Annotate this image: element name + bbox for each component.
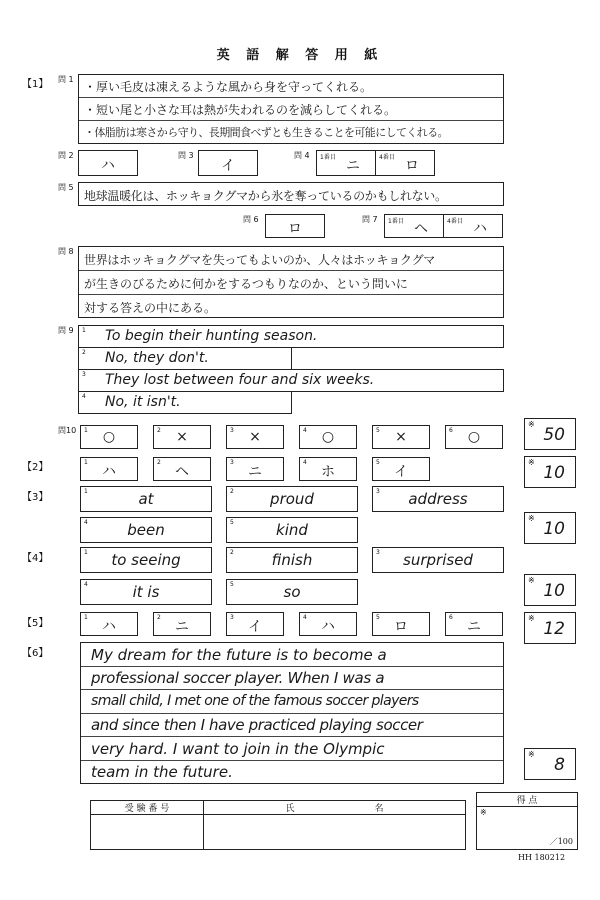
s2-answer-4: ホ [321, 464, 335, 480]
q10-box-6[interactable] [445, 425, 503, 449]
total-star: ※ [480, 808, 487, 817]
q2-answer: ハ [101, 158, 115, 174]
q4-first-box[interactable] [316, 150, 376, 176]
s4-num-5: 5 [230, 581, 234, 588]
s6-line-5: very hard. I want to join in the Olympic [91, 740, 385, 758]
name-label-2: 名 [374, 804, 384, 814]
score-3: 10 [543, 519, 565, 539]
s4-answer-4: it is [132, 583, 160, 601]
s3-answer-2: proud [270, 490, 314, 508]
q10-box-5[interactable] [372, 425, 430, 449]
q9-answer-4: No, it isn't. [105, 394, 181, 410]
q9-answer-2-box[interactable] [78, 347, 292, 370]
score-star-3: ※ [528, 514, 535, 523]
s6-answer-box[interactable] [80, 642, 504, 784]
q8-line-1: 世界はホッキョクグマを失ってもよいのか、人々はホッキョクグマ [84, 253, 436, 267]
s2-box-1[interactable] [80, 457, 138, 481]
q8-line-3: 対する答えの中にある。 [84, 301, 217, 315]
section-3-label: 【3】 [22, 492, 49, 503]
s3-box-5[interactable] [226, 517, 358, 543]
score-box-2[interactable] [524, 456, 576, 488]
q10-answer-3: × [249, 429, 261, 445]
q9-answer-3: They lost between four and six weeks. [105, 372, 375, 388]
form-code: HH 180212 [518, 853, 566, 862]
score-box-1[interactable] [524, 418, 576, 450]
q3-answer-box[interactable] [198, 150, 258, 176]
q7-fourth-label: 4番目 [447, 218, 463, 225]
s5-answer-5: ロ [394, 619, 408, 635]
score-star-1: ※ [528, 420, 535, 429]
q10-box-3[interactable] [226, 425, 284, 449]
total-score-table [476, 792, 578, 850]
q10-num-1: 1 [84, 427, 88, 434]
q5-answer: 地球温暖化は、ホッキョクグマから氷を奪っているのかもしれない。 [84, 189, 447, 203]
q10-num-2: 2 [157, 427, 161, 434]
s3-num-5: 5 [230, 519, 234, 526]
q10-answer-2: × [176, 429, 188, 445]
q10-box-2[interactable] [153, 425, 211, 449]
q7-label: 問 7 [362, 215, 378, 224]
s2-num-1: 1 [84, 459, 88, 466]
s4-box-3[interactable] [372, 547, 504, 573]
q10-box-4[interactable] [299, 425, 357, 449]
s3-answer-5: kind [276, 521, 308, 539]
q5-label: 問 5 [58, 183, 74, 192]
q4-first-answer: ニ [346, 158, 360, 174]
s5-box-4[interactable] [299, 612, 357, 636]
q1-line-1: ・厚い毛皮は凍えるような風から身を守ってくれる。 [84, 80, 373, 94]
q9-answer-2: No, they don't. [105, 350, 209, 366]
exam-number-label: 受 験 番 号 [91, 801, 204, 815]
s5-num-2: 2 [157, 614, 161, 621]
q6-answer-box[interactable] [265, 214, 325, 238]
q8-line-2: が生きのびるために何かをするつもりなのか、という問いに [84, 277, 408, 291]
s5-answer-3: イ [248, 619, 262, 635]
q3-label: 問 3 [178, 151, 194, 160]
s5-box-3[interactable] [226, 612, 284, 636]
score-star-6: ※ [528, 750, 535, 759]
s4-box-1[interactable] [80, 547, 212, 573]
s4-answer-5: so [283, 583, 301, 601]
s4-answer-3: surprised [403, 551, 473, 569]
score-star-4: ※ [528, 576, 535, 585]
score-star-5: ※ [528, 614, 535, 623]
score-box-6[interactable] [524, 748, 576, 780]
section-2-label: 【2】 [22, 462, 49, 473]
q10-label: 問10 [58, 426, 77, 435]
s2-answer-2: ヘ [175, 464, 189, 480]
q8-label: 問 8 [58, 247, 74, 256]
total-label: 得 点 [477, 793, 578, 807]
s4-box-4[interactable] [80, 579, 212, 605]
s5-num-3: 3 [230, 614, 234, 621]
q9-num-4: 4 [82, 393, 86, 400]
q6-label: 問 6 [243, 215, 259, 224]
s4-box-5[interactable] [226, 579, 358, 605]
s3-num-3: 3 [376, 488, 380, 495]
s2-box-4[interactable] [299, 457, 357, 481]
s2-answer-1: ハ [102, 464, 116, 480]
s3-answer-4: been [127, 521, 165, 539]
q10-num-5: 5 [376, 427, 380, 434]
s5-answer-6: ニ [467, 619, 481, 635]
s3-num-4: 4 [84, 519, 88, 526]
q10-num-3: 3 [230, 427, 234, 434]
s5-box-6[interactable] [445, 612, 503, 636]
q4-fourth-box[interactable] [375, 150, 435, 176]
student-info-table [90, 800, 466, 850]
q10-answer-1: ○ [102, 429, 116, 445]
q10-answer-6: ○ [467, 429, 481, 445]
s4-num-4: 4 [84, 581, 88, 588]
q9-answer-1: To begin their hunting season. [105, 328, 318, 344]
q9-answer-3-box[interactable] [78, 369, 504, 392]
s4-num-2: 2 [230, 549, 234, 556]
q3-answer: イ [221, 158, 235, 174]
s5-box-2[interactable] [153, 612, 211, 636]
s3-box-1[interactable] [80, 486, 212, 512]
q9-answer-4-box[interactable] [78, 391, 292, 414]
s5-num-6: 6 [449, 614, 453, 621]
q1-answer-box[interactable] [78, 74, 504, 144]
score-1: 50 [543, 425, 565, 445]
score-box-3[interactable] [524, 512, 576, 544]
s2-num-5: 5 [376, 459, 380, 466]
s5-num-1: 1 [84, 614, 88, 621]
s5-answer-4: ハ [321, 619, 335, 635]
s6-line-3: small child, I met one of the famous soccer players [91, 693, 419, 709]
q10-answer-4: ○ [321, 429, 335, 445]
score-4: 10 [543, 581, 565, 601]
s6-line-4: and since then I have practiced playing soccer [91, 716, 423, 734]
page-title: 英 語 解 答 用 紙 [216, 48, 384, 63]
s3-box-4[interactable] [80, 517, 212, 543]
q4-first-label: 1番目 [320, 154, 336, 161]
q1-label: 問 1 [58, 75, 74, 84]
q9-answer-1-box[interactable] [78, 325, 504, 348]
s4-num-3: 3 [376, 549, 380, 556]
q1-line-2: ・短い尾と小さな耳は熱が失われるのを減らしてくれる。 [84, 103, 397, 117]
q4-fourth-answer: ロ [405, 158, 419, 174]
s6-line-6: team in the future. [91, 763, 233, 781]
s4-box-2[interactable] [226, 547, 358, 573]
s3-box-2[interactable] [226, 486, 358, 512]
s2-answer-3: ニ [248, 464, 262, 480]
s2-box-2[interactable] [153, 457, 211, 481]
score-box-5[interactable] [524, 612, 576, 644]
q9-label: 問 9 [58, 326, 74, 335]
q4-fourth-label: 4番目 [379, 154, 395, 161]
s4-num-1: 1 [84, 549, 88, 556]
q10-box-1[interactable] [80, 425, 138, 449]
score-2: 10 [543, 463, 565, 483]
s5-num-5: 5 [376, 614, 380, 621]
score-star-2: ※ [528, 458, 535, 467]
s2-num-3: 3 [230, 459, 234, 466]
s5-box-1[interactable] [80, 612, 138, 636]
q4-label: 問 4 [294, 151, 310, 160]
name-field[interactable] [204, 815, 466, 850]
s4-answer-1: to seeing [111, 551, 181, 569]
q7-first-answer: ヘ [414, 221, 428, 237]
s3-answer-3: address [408, 490, 468, 508]
q7-first-box[interactable] [384, 214, 444, 238]
s3-box-3[interactable] [372, 486, 504, 512]
score-5: 12 [543, 619, 565, 639]
total-field[interactable] [477, 807, 578, 850]
q6-answer: ロ [288, 221, 302, 237]
q10-num-4: 4 [303, 427, 307, 434]
q7-fourth-answer: ハ [473, 221, 487, 237]
name-label-1: 氏 [285, 804, 295, 814]
s3-answer-1: at [138, 490, 154, 508]
q8-answer-box[interactable] [78, 246, 504, 318]
section-5-label: 【5】 [22, 618, 49, 629]
score-box-4[interactable] [524, 574, 576, 606]
s4-answer-2: finish [271, 551, 313, 569]
score-6: 8 [554, 755, 565, 775]
s2-num-4: 4 [303, 459, 307, 466]
q7-first-label: 1番目 [388, 218, 404, 225]
s2-answer-5: イ [394, 464, 408, 480]
q2-answer-box[interactable] [78, 150, 138, 176]
q10-answer-5: × [395, 429, 407, 445]
s5-num-4: 4 [303, 614, 307, 621]
section-6-label: 【6】 [22, 648, 49, 659]
q9-num-3: 3 [82, 371, 86, 378]
s5-answer-1: ハ [102, 619, 116, 635]
q9-num-1: 1 [82, 327, 86, 334]
q5-answer-box[interactable] [78, 182, 504, 206]
s2-num-2: 2 [157, 459, 161, 466]
q1-line-3: ・体脂肪は寒さから守り、長期間食べずとも生きることを可能にしてくれる。 [84, 126, 448, 139]
q9-num-2: 2 [82, 349, 86, 356]
section-4-label: 【4】 [22, 553, 49, 564]
s3-num-2: 2 [230, 488, 234, 495]
q2-label: 問 2 [58, 151, 74, 160]
total-max: ／100 [549, 837, 573, 846]
q7-fourth-box[interactable] [443, 214, 503, 238]
s6-line-2: professional soccer player. When I was a [91, 669, 385, 687]
s2-box-5[interactable] [372, 457, 430, 481]
s3-num-1: 1 [84, 488, 88, 495]
s6-line-1: My dream for the future is to become a [91, 646, 387, 664]
s2-box-3[interactable] [226, 457, 284, 481]
name-label [204, 801, 466, 815]
s5-answer-2: ニ [175, 619, 189, 635]
exam-number-field[interactable] [91, 815, 204, 850]
q10-num-6: 6 [449, 427, 453, 434]
section-1-label: 【1】 [22, 79, 49, 90]
s5-box-5[interactable] [372, 612, 430, 636]
